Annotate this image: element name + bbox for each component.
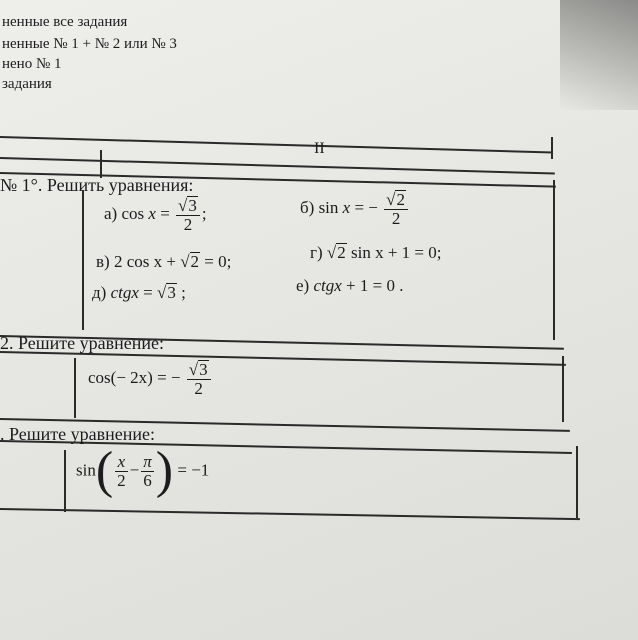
- eq-a: [104, 196, 207, 234]
- eq-e: [296, 276, 403, 296]
- eq-b-func: sin: [318, 197, 339, 217]
- task1-left-divider: [82, 190, 84, 330]
- task3-frac1: [115, 453, 128, 490]
- sqrt-sign: √: [386, 190, 396, 209]
- eq-g: [310, 243, 441, 263]
- eq-a-var: x: [148, 203, 156, 223]
- eq-g-rad: 2: [337, 243, 346, 262]
- task3-title: . Решите уравнение:: [0, 424, 155, 444]
- eq-v-rad: 2: [190, 252, 200, 271]
- eq-e-func: ctgx: [313, 276, 342, 295]
- task2-fraction: [187, 360, 211, 398]
- eq-b-den: 2: [391, 208, 401, 228]
- task3-frac2: [141, 453, 154, 490]
- eq-d: [92, 283, 186, 303]
- task2-equation: [88, 360, 213, 398]
- eq-a-label: а): [104, 203, 118, 223]
- right-paren: ): [155, 442, 174, 499]
- task2-title: 2. Решите уравнение:: [0, 333, 164, 353]
- task3-func: sin: [76, 460, 96, 480]
- sqrt-sign: √: [180, 252, 190, 271]
- eq-e-rhs: + 1 = 0 .: [346, 276, 404, 295]
- eq-v-label: в): [96, 252, 110, 271]
- eq-a-den: 2: [183, 214, 193, 234]
- eq-d-rad: 3: [167, 283, 176, 302]
- eq-v: [96, 252, 231, 272]
- task3-d1: 2: [117, 470, 126, 490]
- eq-d-label: д): [92, 283, 107, 302]
- eq-g-label: г): [310, 243, 323, 262]
- task3-left-divider: [64, 450, 66, 512]
- sqrt-sign: √: [326, 243, 337, 262]
- eq-d-func: ctgx: [110, 283, 139, 302]
- table-right-border-1: [553, 180, 555, 340]
- eq-a-eq: =: [160, 203, 170, 223]
- eq-b-num: 2: [396, 190, 405, 209]
- eq-a-func: cos: [121, 203, 145, 223]
- eq-d-end: ;: [181, 283, 186, 302]
- task1-title: № 1°. Решить уравнения:: [0, 175, 194, 195]
- eq-a-end: ;: [201, 203, 207, 223]
- header-line-3: нено № 1: [2, 56, 62, 72]
- header-line-1: ненные все задания: [2, 14, 128, 30]
- task3-n1: x: [115, 453, 128, 472]
- task2-den: 2: [194, 378, 203, 398]
- eq-b-fraction: [384, 190, 408, 228]
- task3-equation: [76, 442, 210, 499]
- task2-left-divider: [74, 358, 76, 418]
- task2-lhs: cos(− 2x) = −: [88, 367, 181, 387]
- eq-b-var: x: [342, 197, 351, 217]
- eq-v-lhs: 2 cos x +: [113, 252, 176, 271]
- header-line-2: ненные № 1 + № 2 или № 3: [2, 36, 177, 52]
- eq-a-fraction: [176, 196, 200, 234]
- page-shadow: [560, 0, 638, 110]
- table-right-border-2: [562, 356, 564, 422]
- eq-g-rhs: sin x + 1 = 0;: [350, 243, 442, 262]
- task3-minus: −: [129, 460, 140, 480]
- eq-d-eq: =: [143, 283, 153, 302]
- sqrt-sign: √: [188, 360, 199, 379]
- column-heading: II: [314, 140, 325, 157]
- left-paren: (: [95, 442, 114, 499]
- eq-e-label: е): [296, 276, 310, 295]
- eq-a-num: 3: [188, 196, 197, 215]
- eq-b-eq: = −: [354, 197, 378, 217]
- eq-b: [300, 190, 410, 228]
- eq-b-label: б): [300, 197, 315, 217]
- eq-v-rhs: = 0;: [204, 252, 232, 271]
- task3-rhs: = −1: [177, 460, 210, 480]
- table-right-border-top: [551, 137, 553, 159]
- task3-n2: π: [143, 452, 152, 472]
- sqrt-sign: √: [156, 283, 167, 302]
- header-column-divider: [100, 150, 102, 178]
- sqrt-sign: √: [178, 196, 188, 215]
- task2-num: 3: [199, 360, 208, 379]
- task3-d2: 6: [143, 470, 152, 490]
- table-right-border-3: [576, 446, 578, 518]
- header-line-4: задания: [2, 76, 52, 92]
